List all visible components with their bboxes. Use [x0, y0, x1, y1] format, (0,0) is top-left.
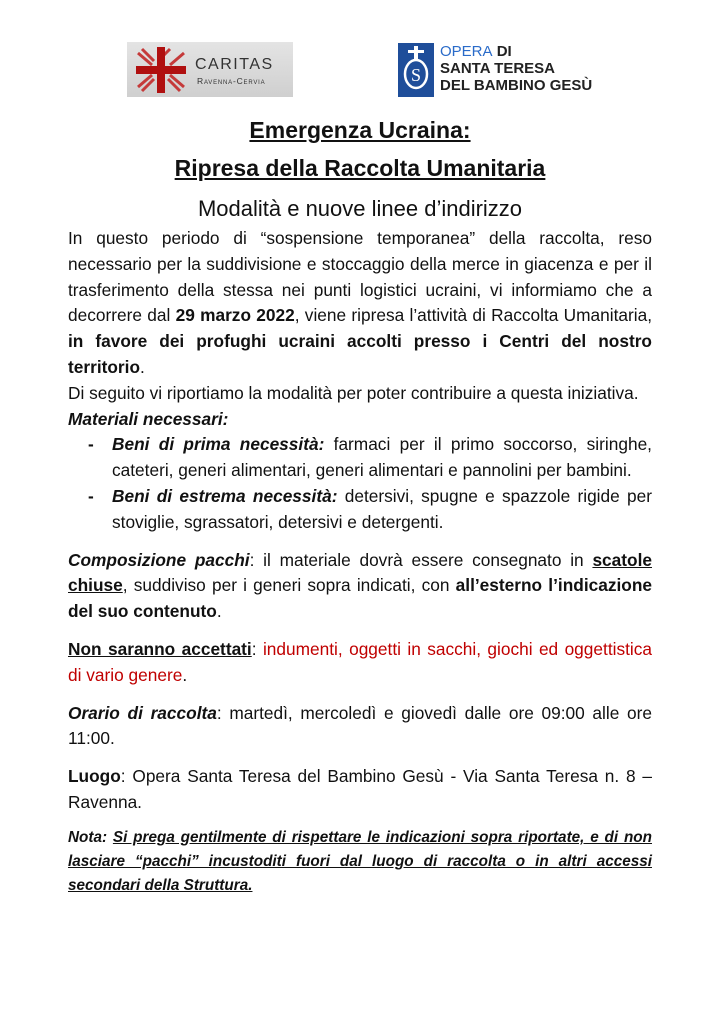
list-item: - Beni di estrema necessità: detersivi, spugne e spazzole rigide per stoviglie, sgrassatori, detersivi e detergenti. — [88, 485, 652, 532]
opera-emblem-icon — [398, 43, 434, 97]
title-line2: Ripresa della Raccolta Umanitaria — [174, 155, 546, 181]
opera-line1a: OPERA — [440, 43, 493, 60]
svg-text:S: S — [410, 65, 422, 85]
note-label: Nota: — [68, 828, 108, 846]
intro-paragraph — [68, 226, 652, 381]
place-text: : Opera Santa Teresa del Bambino Gesù - Via Santa Teresa n. 8 – Ravenna. — [68, 766, 652, 812]
composition-bold: all’esterno l’indicazione del suo contenuto — [68, 575, 653, 622]
materials-heading: Materiali necessari: — [68, 408, 229, 429]
start-date: 29 marzo 2022 — [175, 305, 295, 326]
materials-list — [68, 432, 652, 535]
rejected-label: Non saranno accettati — [68, 638, 252, 659]
title-line1: Emergenza Ucraina: — [249, 117, 471, 143]
rejected-items: indumenti, oggetti in sacchi, giochi ed oggettistica di vario genere — [68, 638, 652, 685]
composition-underlined: scatole chiuse — [68, 549, 652, 596]
place-label: Luogo — [68, 766, 121, 787]
opera-line2: SANTA TERESA — [440, 60, 556, 77]
list-item: - Beni di prima necessità: farmaci per il primo soccorso, siringhe, cateteri, generi alimentari, generi alimentari e pannolini per bambini. — [88, 434, 652, 481]
note-paragraph — [68, 826, 652, 898]
schedule-paragraph — [68, 701, 652, 753]
caritas-sub: Ravenna-Cervia — [197, 76, 266, 86]
composition-label: Composizione pacchi — [68, 549, 250, 570]
item-text: farmaci per il primo soccorso, siringhe, cateteri, generi alimentari, generi alimentari e pannolini per bambini. — [112, 434, 652, 481]
opera-logo — [398, 43, 623, 99]
intro2-paragraph: Di seguito vi riportiamo la modalità per poter contribuire a questa iniziativa. — [68, 382, 639, 403]
place-paragraph — [68, 764, 652, 816]
item-label: Beni di estrema necessità: — [112, 485, 338, 506]
composition-text: : il materiale dovrà essere consegnato in — [249, 549, 593, 570]
note-text: Si prega gentilmente di rispettare le indicazioni sopra riportate, e di non lasciare “pacchi” incustoditi fuori dal luogo di raccolta o in altri accessi secondari della Struttura. — [68, 828, 652, 894]
rejected-paragraph — [68, 637, 652, 689]
intro-text: . — [140, 356, 145, 377]
opera-line3: DEL BAMBINO GESÙ — [440, 77, 593, 94]
composition-text: , suddiviso per i generi sopra indicati, con — [122, 575, 456, 596]
intro-text: In questo periodo di “sospensione temporanea” della raccolta, reso necessario per la suddivisione e stoccaggio della merce in giacenza e per il trasferimento della stessa nei punti logistici ucraini, vi informiamo che a decorrere dal — [68, 228, 652, 326]
subtitle: Modalità e nuove linee d’indirizzo — [197, 196, 523, 221]
schedule-label: Orario di raccolta — [68, 702, 217, 723]
item-label: Beni di prima necessità: — [112, 434, 325, 455]
intro-text: , viene ripresa l’attività di Raccolta Umanitaria, — [294, 305, 652, 326]
rejected-colon: : — [251, 638, 263, 659]
document-body — [68, 226, 652, 898]
schedule-text: : martedì, mercoledì e giovedì dalle ore 09:00 alle ore 11:00. — [68, 702, 652, 749]
intro-bold: in favore dei profughi ucraini accolti presso i Centri del nostro territorio — [68, 331, 652, 377]
rejected-end: . — [182, 664, 188, 685]
caritas-name: CARITAS — [195, 56, 274, 73]
caritas-cross-icon — [132, 45, 190, 95]
caritas-logo — [127, 42, 293, 97]
composition-text: . — [216, 601, 222, 622]
composition-paragraph — [68, 548, 652, 625]
opera-line1b: DI — [496, 43, 512, 60]
item-text: detersivi, spugne e spazzole rigide per stoviglie, sgrassatori, detersivi e detergenti. — [112, 485, 652, 532]
